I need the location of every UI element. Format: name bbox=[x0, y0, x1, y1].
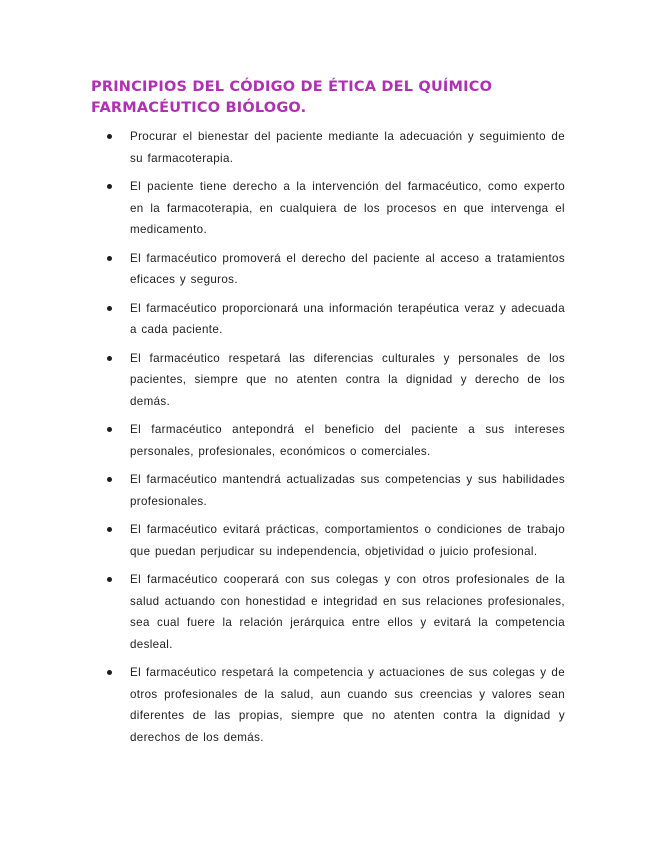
list-item bbox=[105, 126, 565, 169]
list-item bbox=[105, 662, 565, 748]
list-item-text: El farmacéutico proporcionará una información terapéutica veraz y adecuada a cada paciente. bbox=[130, 301, 565, 336]
list-item bbox=[105, 176, 565, 241]
list-item bbox=[105, 569, 565, 655]
bullet-icon bbox=[107, 527, 112, 532]
principles-list bbox=[105, 126, 565, 755]
list-item-text: El farmacéutico mantendrá actualizadas sus competencias y sus habilidades profesionales. bbox=[130, 473, 565, 508]
bullet-icon bbox=[107, 577, 112, 582]
list-item-text: El paciente tiene derecho a la intervención del farmacéutico, como experto en la farmacoterapia, en cualquiera de los procesos en que intervenga el medicamento. bbox=[130, 180, 565, 236]
bullet-icon bbox=[107, 184, 112, 189]
list-item-text: El farmacéutico evitará prácticas, comportamientos o condiciones de trabajo que puedan perjudicar su independencia, objetividad o juicio profesional. bbox=[130, 523, 565, 558]
bullet-icon bbox=[107, 134, 112, 139]
list-item-text: El farmacéutico respetará la competencia y actuaciones de sus colegas y de otros profesionales de la salud, aun cuando sus creencias y valores sean diferentes de las propias, siempre que no atenten contra la dignidad y derechos de los demás. bbox=[130, 666, 565, 744]
list-item bbox=[105, 419, 565, 462]
bullet-icon bbox=[107, 670, 112, 675]
bullet-icon bbox=[107, 256, 112, 261]
list-item bbox=[105, 248, 565, 291]
list-item-text: El farmacéutico antepondrá el beneficio del paciente a sus intereses personales, profesionales, económicos o comerciales. bbox=[130, 423, 565, 458]
bullet-icon bbox=[107, 356, 112, 361]
list-item-text: Procurar el bienestar del paciente mediante la adecuación y seguimiento de su farmacoterapia. bbox=[130, 130, 565, 165]
bullet-icon bbox=[107, 427, 112, 432]
list-item bbox=[105, 298, 565, 341]
list-item-text: El farmacéutico respetará las diferencias culturales y personales de los pacientes, siempre que no atenten contra la dignidad y derecho de los demás. bbox=[130, 351, 565, 408]
list-item-text: El farmacéutico promoverá el derecho del paciente al acceso a tratamientos eficaces y seguros. bbox=[130, 251, 565, 286]
list-item bbox=[105, 348, 565, 413]
list-item-text: El farmacéutico cooperará con sus colegas y con otros profesionales de la salud actuando con honestidad e integridad en sus relaciones profesionales, sea cual fuere la relación jerárquica entre ellos y evitará la competencia desleal. bbox=[130, 573, 565, 651]
list-item bbox=[105, 469, 565, 512]
list-item bbox=[105, 519, 565, 562]
document-title: PRINCIPIOS DEL CÓDIGO DE ÉTICA DEL QUÍMICO FARMACÉUTICO BIÓLOGO. bbox=[91, 79, 493, 116]
bullet-icon bbox=[107, 306, 112, 311]
bullet-icon bbox=[107, 477, 112, 482]
